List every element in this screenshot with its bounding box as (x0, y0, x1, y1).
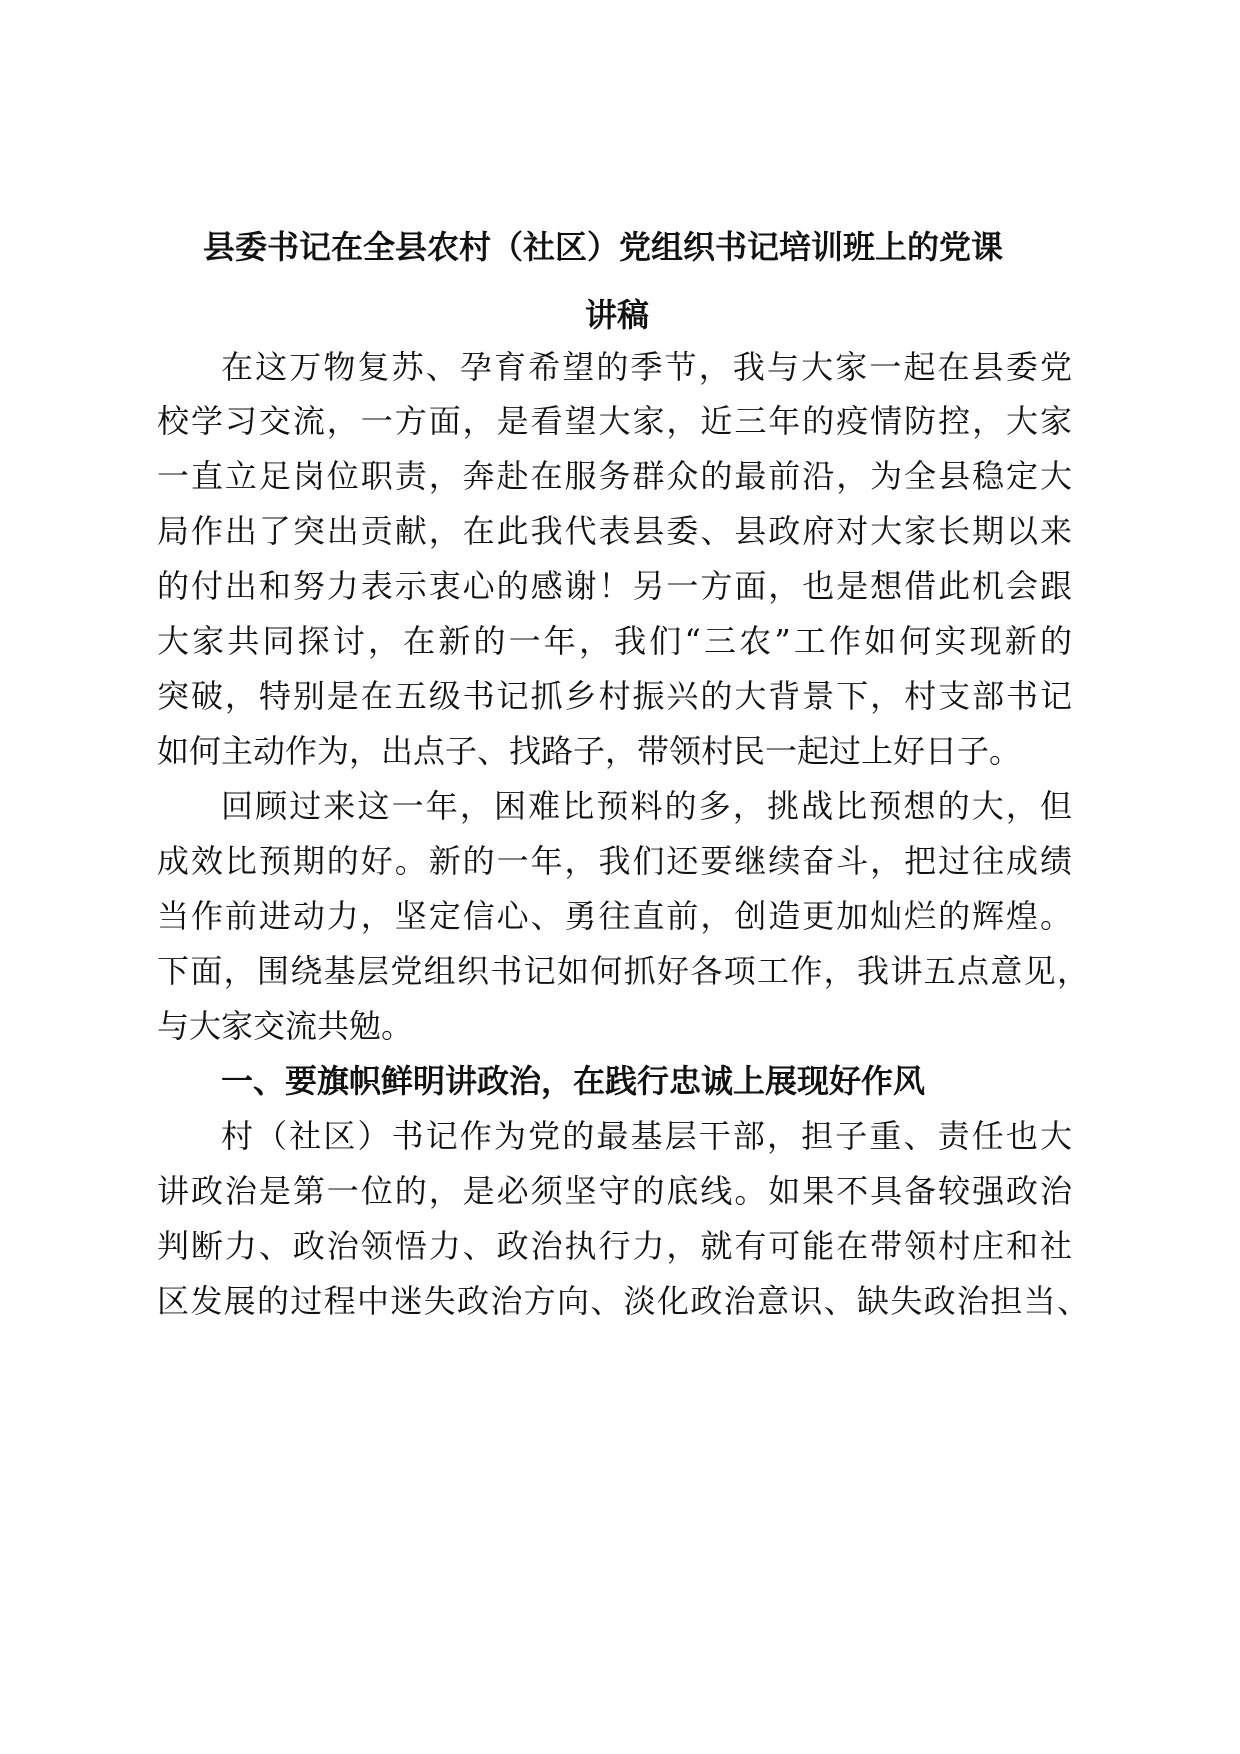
paragraph-3-line-4: 区发展的过程中迷失政治方向、淡化政治意识、缺失政治担当、 (157, 1282, 1089, 1320)
paragraph-2-line-2: 成效比预期的好。新的一年，我们还要继续奋斗，把过往成绩 (157, 842, 1072, 880)
paragraph-2-line-3: 当作前进动力，坚定信心、勇往直前，创造更加灿烂的辉煌。 (157, 897, 1072, 935)
paragraph-1-line-5: 的付出和努力表示衷心的感谢！另一方面，也是想借此机会跟 (157, 567, 1072, 605)
paragraph-3-line-1: 村（社区）书记作为党的最基层干部，担子重、责任也大 (221, 1117, 1072, 1155)
section-heading-1: 一、要旗帜鲜明讲政治，在践行忠诚上展现好作风 (221, 1062, 926, 1100)
paragraph-1-line-7: 突破，特别是在五级书记抓乡村振兴的大背景下，村支部书记 (157, 677, 1072, 715)
paragraph-3-line-2: 讲政治是第一位的，是必须坚守的底线。如果不具备较强政治 (157, 1172, 1072, 1210)
paragraph-2-line-5: 与大家交流共勉。 (157, 1007, 414, 1045)
paragraph-1-line-3: 一直立足岗位职责，奔赴在服务群众的最前沿，为全县稳定大 (157, 457, 1072, 495)
paragraph-1-line-2: 校学习交流，一方面，是看望大家，近三年的疫情防控，大家 (157, 402, 1072, 440)
paragraph-1-line-1: 在这万物复苏、孕育希望的季节，我与大家一起在县委党 (221, 348, 1072, 386)
paragraph-2-line-4: 下面，围绕基层党组织书记如何抓好各项工作，我讲五点意见， (157, 952, 1089, 990)
paragraph-2-line-1: 回顾过来这一年，困难比预料的多，挑战比预想的大，但 (221, 787, 1072, 825)
document-title-line-2: 讲稿 (585, 296, 650, 334)
paragraph-1-line-4: 局作出了突出贡献，在此我代表县委、县政府对大家长期以来 (157, 512, 1072, 550)
paragraph-3-line-3: 判断力、政治领悟力、政治执行力，就有可能在带领村庄和社 (157, 1227, 1072, 1265)
paragraph-1-line-8: 如何主动作为，出点子、找路子，带领村民一起过上好日子。 (157, 732, 1022, 770)
document-title-line-1: 县委书记在全县农村（社区）党组织书记培训班上的党课 (203, 228, 1004, 266)
paragraph-1-line-6: 大家共同探讨，在新的一年，我们“三农”工作如何实现新的 (157, 622, 1072, 660)
